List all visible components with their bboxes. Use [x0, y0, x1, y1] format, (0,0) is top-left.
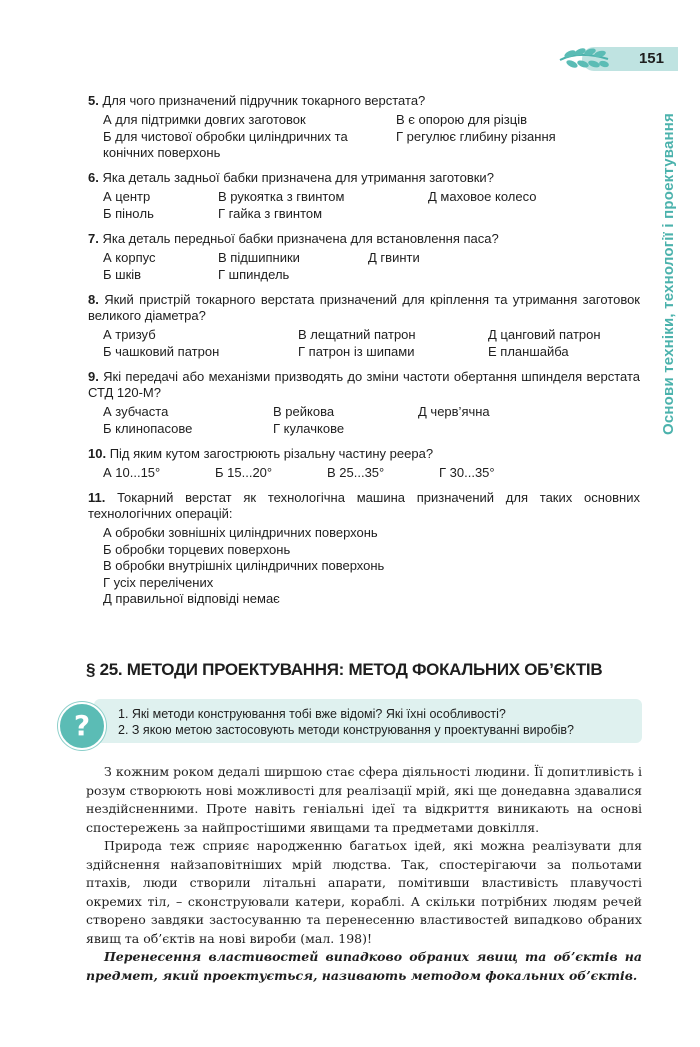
- question-body: Який пристрій токарного верстата призначений для кріплення та утримання заготовок великого діаметра?: [88, 292, 640, 323]
- question-body: Для чого призначений підручник токарного верстата?: [102, 93, 426, 108]
- answer-options: [103, 404, 640, 437]
- leaf-sprig-icon: [558, 44, 616, 74]
- question-text: [88, 231, 640, 247]
- answer-option: Б пінoль: [103, 206, 154, 221]
- answer-option: Б клинопасове: [103, 421, 193, 436]
- answer-options: [103, 112, 640, 161]
- page-header: [558, 44, 678, 74]
- answer-options: [103, 525, 640, 608]
- answer-option: В рукоятка з гвинтом: [218, 189, 345, 204]
- answer-option: Г 30...35°: [439, 465, 495, 480]
- answer-option: [428, 206, 628, 222]
- answer-option: В рейкова: [273, 404, 335, 419]
- body-paragraph: Природа теж сприяє народженню багатьох ідей, які можна реалізувати для здійснення найзаповітніших мрій людства. Так, спостерігаючи за польотами птахів, люди створили літальні апарати, помітивши властивість плавучості окремих тіл, – сконструювали катери, кораблі. А скільки потрібних людям речей створено завдяки застосуванню та перенесенню властивостей випадково обраних явищ та об’єктів на нові вироби (мал. 198)!: [86, 838, 642, 946]
- answer-option: Г шпиндель: [218, 267, 290, 282]
- answer-option: В 25...35°: [327, 465, 385, 480]
- question-number: 7.: [88, 231, 99, 246]
- question-body: Під яким кутом загострюють різальну частину реера?: [109, 446, 434, 461]
- body-text: [86, 763, 642, 985]
- definition-paragraph: Перенесення властивостей випадково обраних явищ та об’єктів на предмет, який проектується, називають методом фокальних об’єктів.: [86, 949, 642, 983]
- answer-option: В лещатний патрон: [298, 327, 416, 342]
- question-number: 9.: [88, 369, 99, 384]
- question-block: [88, 292, 640, 360]
- question-text: [88, 93, 640, 109]
- answer-options: [103, 465, 640, 481]
- answer-option: Г гайка з гвинтом: [218, 206, 323, 221]
- question-number: 11.: [88, 490, 106, 505]
- answer-option: В обробки внутрішніх циліндричних поверхонь: [103, 558, 385, 573]
- answer-option: Е планшайба: [488, 344, 569, 359]
- section-title: § 25. МЕТОДИ ПРОЕКТУВАННЯ: МЕТОД ФОКАЛЬНИХ ОБ’ЄКТІВ: [86, 660, 603, 679]
- answer-option: Г кулачкове: [273, 421, 345, 436]
- answer-options: [103, 189, 640, 222]
- question-block: [88, 446, 640, 481]
- question-number: 5.: [88, 93, 99, 108]
- answer-option: Д гвинти: [368, 250, 420, 265]
- answer-option: А 10...15°: [103, 465, 161, 480]
- prompt-questions: [118, 706, 638, 738]
- answer-option: Д правильної відповіді немає: [103, 591, 280, 606]
- question-block: [88, 369, 640, 437]
- answer-option: А тризуб: [103, 327, 156, 342]
- question-mark-icon: ?: [58, 702, 106, 750]
- question-body: Яка деталь передньої бабки призначена для встановлення паса?: [102, 231, 499, 246]
- answer-option: Б для чистової обробки циліндричних та конічних поверхонь: [103, 129, 348, 160]
- page-number: 151: [638, 50, 664, 67]
- question-text: [88, 170, 640, 186]
- question-text: [88, 369, 640, 401]
- answer-option: В підшипники: [218, 250, 300, 265]
- question-block: [88, 93, 640, 161]
- answer-option: [368, 267, 568, 283]
- answer-option: Б обробки торцевих поверхонь: [103, 541, 291, 557]
- answer-options: [103, 250, 640, 283]
- answer-option: Д черв’ячна: [418, 404, 490, 419]
- answer-option: Б чашковий патрон: [103, 344, 220, 359]
- question-body: Яка деталь задньої бабки призначена для утримання заготовки?: [102, 170, 494, 185]
- answer-option: Г патрон із шипами: [298, 344, 415, 359]
- question-text: [88, 446, 640, 462]
- answer-option: Г регулює глибину різання: [396, 129, 556, 144]
- answer-option: А корпус: [103, 250, 156, 265]
- prompt-question: 2. З якою метою застосовують методи конструювання у проектуванні виробів?: [118, 723, 575, 737]
- answer-option: В є опорою для різців: [396, 112, 527, 127]
- answer-option: А для підтримки довгих заготовок: [103, 112, 306, 127]
- answer-option: А обробки зовнішніх циліндричних поверхонь: [103, 525, 378, 540]
- prompt-question: 1. Які методи конструювання тобі вже відомі? Які їхні особливості?: [118, 707, 506, 721]
- question-text: [88, 490, 640, 522]
- question-text: [88, 292, 640, 324]
- question-number: 6.: [88, 170, 99, 185]
- question-list: [88, 93, 640, 617]
- question-number: 8.: [88, 292, 99, 307]
- question-block: [88, 170, 640, 222]
- answer-option: Д цанговий патрон: [488, 327, 601, 342]
- side-tab-label: Основи техніки, технології і проектування: [660, 113, 677, 436]
- question-number: 10.: [88, 446, 107, 461]
- answer-option: Д маховое колесо: [428, 189, 537, 204]
- answer-option: А зубчаста: [103, 404, 169, 419]
- answer-options: [103, 327, 640, 360]
- answer-option: Б 15...20°: [215, 465, 273, 480]
- answer-option: А центр: [103, 189, 151, 204]
- question-block: [88, 490, 640, 608]
- answer-option: Г усіх перелічених: [103, 574, 214, 590]
- body-paragraph: З кожним роком дедалі ширшою стає сфера діяльності людини. Її допитливість і розум створюють нові можливості для реалізації мрій, які ще донедавна здавалися нездійсненними. Проте навіть геніальні ідеї та відкриття виникають на основі спостережень за найпростішими явищами та предметами довкілля.: [86, 764, 642, 835]
- question-block: [88, 231, 640, 283]
- answer-option: Б шків: [103, 267, 142, 282]
- question-body: Які передачі або механізми призводять до зміни частоти обертання шпинделя верстата СТД 120-М?: [88, 369, 640, 400]
- answer-option: [418, 421, 618, 437]
- question-body: Токарний верстат як технологічна машина призначений для таких основних технологічних операцій:: [88, 490, 640, 521]
